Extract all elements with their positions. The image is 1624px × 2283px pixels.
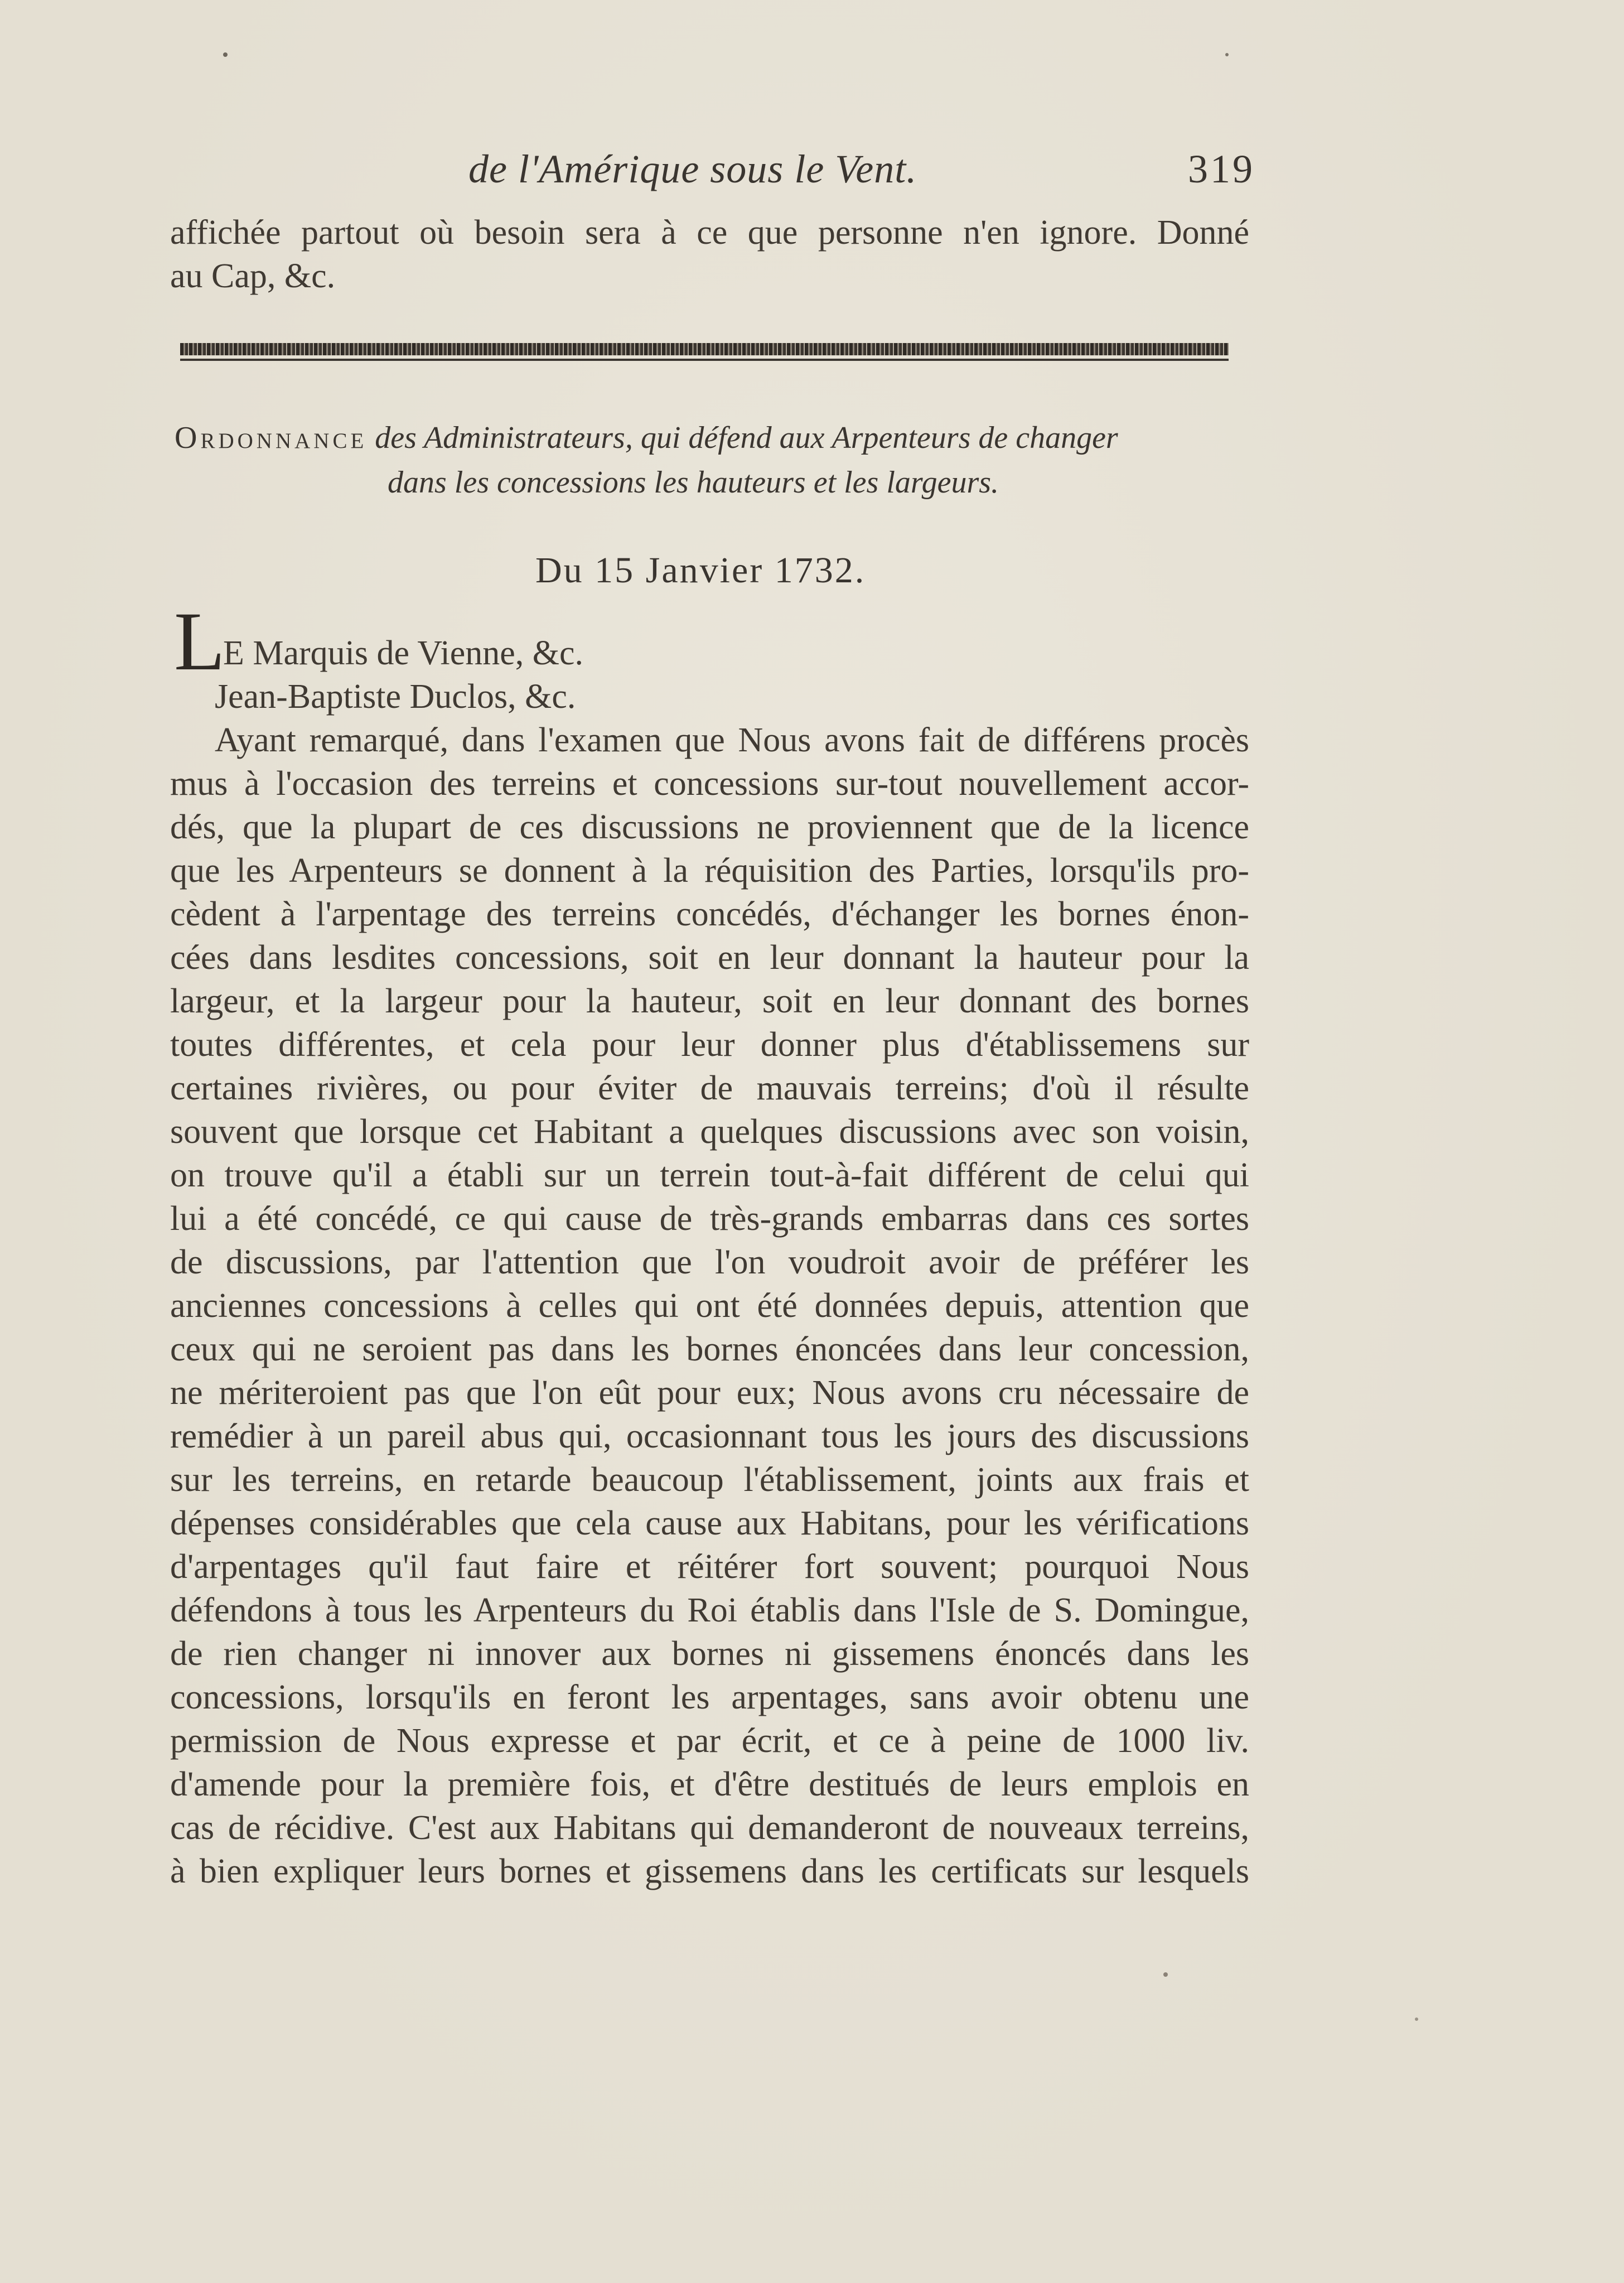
intro-line: affichée partout où besoin sera à ce que personne n'en ignore. Donné bbox=[170, 214, 1249, 252]
body-line: Ayant remarqué, dans l'examen que Nous avons fait de différens procès bbox=[215, 721, 1249, 759]
body-line: d'arpentages qu'il faut faire et réitérer fort souvent; pourquoi Nous bbox=[170, 1548, 1249, 1586]
body-line: cées dans lesdites concessions, soit en leur donnant la hauteur pour la bbox=[170, 939, 1249, 977]
running-head: de l'Amérique sous le Vent. bbox=[468, 147, 917, 191]
body-line: lui a été concédé, ce qui cause de très-grands embarras dans ces sortes bbox=[170, 1200, 1249, 1238]
ordinance-title-text: des Administrateurs, qui défend aux Arpenteurs de changer bbox=[375, 421, 1118, 455]
body-line: sur les terreins, en retarde beaucoup l'établissement, joints aux frais et bbox=[170, 1461, 1249, 1499]
intro-line: au Cap, &c. bbox=[170, 257, 336, 295]
body-line: cas de récidive. C'est aux Habitans qui demanderont de nouveaux terreins, bbox=[170, 1809, 1249, 1847]
ordinance-title-text: dans les concessions les hauteurs et les largeurs. bbox=[388, 465, 999, 500]
ordinance-date: Du 15 Janvier 1732. bbox=[535, 550, 866, 591]
body-line: permission de Nous expresse et par écrit, et ce à peine de 1000 liv. bbox=[170, 1722, 1249, 1760]
paper-speck bbox=[1415, 2017, 1418, 2021]
drop-cap: L bbox=[174, 595, 225, 688]
paper-speck bbox=[1163, 1972, 1168, 1977]
body-line: concessions, lorsqu'ils en feront les arpentages, sans avoir obtenu une bbox=[170, 1678, 1249, 1716]
body-line: on trouve qu'il a établi sur un terrein tout-à-fait différent de celui qui bbox=[170, 1156, 1249, 1194]
body-line: dés, que la plupart de ces discussions ne proviennent que de la licence bbox=[170, 808, 1249, 846]
ordinance-title-lead: Ordonnance bbox=[175, 421, 368, 455]
paper-speck bbox=[1225, 53, 1229, 56]
body-line: de discussions, par l'attention que l'on voudroit avoir de préférer les bbox=[170, 1243, 1249, 1281]
body-line: ceux qui ne seroient pas dans les bornes énoncées dans leur concession, bbox=[170, 1330, 1249, 1368]
signer-line: Jean-Baptiste Duclos, &c. bbox=[215, 678, 576, 716]
body-line: remédier à un pareil abus qui, occasionnant tous les jours des discussions bbox=[170, 1417, 1249, 1455]
body-line: toutes différentes, et cela pour leur donner plus d'établissemens sur bbox=[170, 1026, 1249, 1064]
body-line: que les Arpenteurs se donnent à la réquisition des Parties, lorsqu'ils pro- bbox=[170, 852, 1249, 890]
body-line: défendons à tous les Arpenteurs du Roi établis dans l'Isle de S. Domingue, bbox=[170, 1591, 1249, 1629]
body-line: à bien expliquer leurs bornes et gissemens dans les certificats sur lesquels bbox=[170, 1852, 1249, 1890]
body-line: cèdent à l'arpentage des terreins concédés, d'échanger les bornes énon- bbox=[170, 895, 1249, 933]
body-line: d'amende pour la première fois, et d'être destitués de leurs emplois en bbox=[170, 1765, 1249, 1803]
body-line: anciennes concessions à celles qui ont été données depuis, attention que bbox=[170, 1287, 1249, 1325]
body-line: largeur, et la largeur pour la hauteur, soit en leur donnant des bornes bbox=[170, 982, 1249, 1020]
opening-line: E Marquis de Vienne, &c. bbox=[223, 634, 583, 672]
body-line: mus à l'occasion des terreins et concessions sur-tout nouvellement accor- bbox=[170, 765, 1249, 803]
body-line: certaines rivières, ou pour éviter de mauvais terreins; d'où il résulte bbox=[170, 1069, 1249, 1107]
body-line: ne mériteroient pas que l'on eût pour eux; Nous avons cru nécessaire de bbox=[170, 1374, 1249, 1412]
page-number: 319 bbox=[1188, 147, 1255, 191]
body-line: souvent que lorsque cet Habitant a quelques discussions avec son voisin, bbox=[170, 1113, 1249, 1151]
paper-speck bbox=[223, 52, 228, 57]
body-line: de rien changer ni innover aux bornes ni gissemens énoncés dans les bbox=[170, 1635, 1249, 1673]
body-line: dépenses considérables que cela cause aux Habitans, pour les vérifications bbox=[170, 1504, 1249, 1542]
